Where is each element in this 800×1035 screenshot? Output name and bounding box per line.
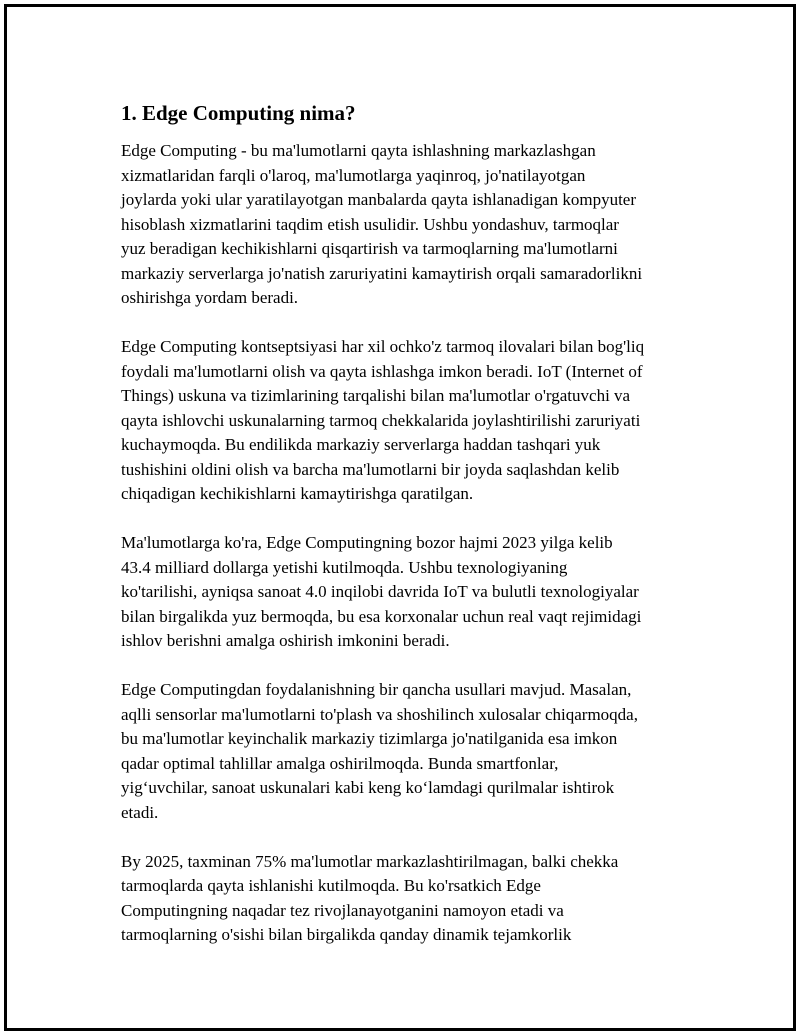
text-line: 43.4 milliard dollarga yetishi kutilmoqda. Ushbu texnologiyaning <box>121 557 568 577</box>
text-line: Edge Computing - bu ma'lumotlarni qayta ishlashning markazlashgan <box>121 141 596 160</box>
document-body <box>121 99 701 972</box>
section-heading: 1. Edge Computing nima? <box>121 101 356 125</box>
text-line: foydali ma'lumotlarni olish va qayta ishlashga imkon beradi. IoT (Internet of <box>121 361 643 381</box>
text-line: markaziy serverlarga jo'natish zaruriyatini kamaytirish orqali samaradorlikni <box>121 263 643 283</box>
text-line: Computingning naqadar tez rivojlanayotganini namoyon etadi va <box>121 900 564 920</box>
text-line: Things) uskuna va tizimlarining tarqalishi bilan ma'lumotlar o'rgatuvchi va <box>121 386 631 405</box>
text-line: Edge Computing kontseptsiyasi har xil ochko'z tarmoq ilovalari bilan bog'liq <box>121 337 645 356</box>
text-line: joylarda yoki ular yaratilayotgan manbalarda qayta ishlanadigan kompyuter <box>121 190 637 209</box>
paragraph-2 <box>121 335 701 507</box>
text-line: etadi. <box>121 802 159 822</box>
text-line: ko'tarilishi, ayniqsa sanoat 4.0 inqilobi davrida IoT va bulutli texnologiyalar <box>121 582 639 601</box>
paragraph-1 <box>121 139 701 311</box>
paragraph-4 <box>121 678 701 825</box>
text-line: aqlli sensorlar ma'lumotlarni to'plash va shoshilinch xulosalar chiqarmoqda, <box>121 704 638 724</box>
text-line: yuz beradigan kechikishlarni qisqartirish va tarmoqlarning ma'lumotlarni <box>121 239 618 258</box>
text-line: tarmoqlarning o'sishi bilan birgalikda qanday dinamik tejamkorlik <box>121 925 572 944</box>
text-line: xizmatlaridan farqli o'laroq, ma'lumotlarga yaqinroq, jo'natilayotgan <box>121 165 586 185</box>
text-line: qadar optimal tahlillar amalga oshirilmoqda. Bunda smartfonlar, <box>121 753 559 773</box>
text-line: bilan birgalikda yuz bermoqda, bu esa korxonalar uchun real vaqt rejimidagi <box>121 606 642 626</box>
text-line: qayta ishlovchi uskunalarning tarmoq chekkalarida joylashtirilishi zaruriyati <box>121 410 641 430</box>
text-line: hisoblash xizmatlarini taqdim etish usulidir. Ushbu yondashuv, tarmoqlar <box>121 214 619 234</box>
text-line: tushishini oldini olish va barcha ma'lumotlarni bir joyda saqlashdan kelib <box>121 459 620 479</box>
text-line: chiqadigan kechikishlarni kamaytirishga qaratilgan. <box>121 484 474 503</box>
text-line: Ma'lumotlarga ko'ra, Edge Computingning bozor hajmi 2023 yilga kelib <box>121 533 613 552</box>
paragraph-3 <box>121 531 701 654</box>
text-line: bu ma'lumotlar keyinchalik markaziy tizimlarga jo'natilganida esa imkon <box>121 729 618 748</box>
page-frame <box>4 4 796 1031</box>
text-line: Edge Computingdan foydalanishning bir qancha usullari mavjud. Masalan, <box>121 680 632 699</box>
text-line: yig‘uvchilar, sanoat uskunalari kabi keng ko‘lamdagi qurilmalar ishtirok <box>121 778 615 797</box>
text-line: oshirishga yordam beradi. <box>121 288 299 307</box>
text-line: ishlov berishni amalga oshirish imkonini beradi. <box>121 631 450 650</box>
paragraph-5 <box>121 850 701 948</box>
text-line: tarmoqlarda qayta ishlanishi kutilmoqda. Bu ko'rsatkich Edge <box>121 876 541 895</box>
text-line: By 2025, taxminan 75% ma'lumotlar markazlashtirilmagan, balki chekka <box>121 851 619 871</box>
text-line: kuchaymoqda. Bu endilikda markaziy serverlarga haddan tashqari yuk <box>121 435 601 454</box>
